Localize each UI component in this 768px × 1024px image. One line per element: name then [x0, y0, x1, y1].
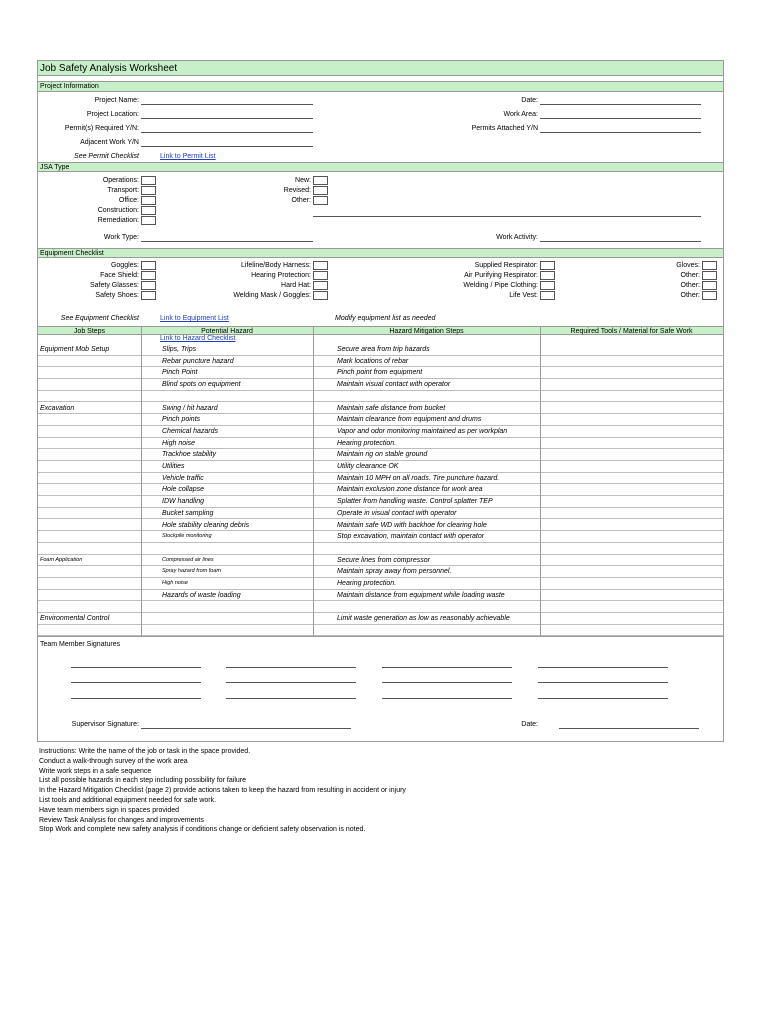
col-header-hazard-mitigation: Hazard Mitigation Steps	[313, 326, 540, 335]
equipment-label: Welding Mask / Goggles:	[233, 292, 311, 299]
potential-hazard-cell[interactable]: Swing / hit hazard	[162, 404, 218, 412]
jsa-status-checkbox[interactable]	[313, 186, 328, 195]
jsa-type-label: Operations:	[102, 177, 139, 184]
mitigation-cell[interactable]: Maintain visual contact with operator	[337, 381, 451, 389]
mitigation-cell[interactable]: Secure area from trip hazards	[337, 346, 430, 353]
section-equipment-checklist: Equipment Checklist	[38, 248, 723, 258]
mitigation-cell[interactable]: Pinch point from equipment	[337, 369, 423, 377]
see-permit-checklist-label: See Permit Checklist	[74, 153, 139, 160]
equipment-label: Welding / Pipe Clothing:	[463, 282, 538, 289]
instruction-line: Review Task Analysis for changes and improvements	[39, 816, 204, 824]
equipment-label: Other:	[680, 272, 700, 279]
instruction-line: Conduct a walk-through survey of the work area	[39, 757, 188, 765]
potential-hazard-cell[interactable]: High noise	[162, 439, 196, 447]
hazard-checklist-link[interactable]: Link to Hazard Checklist	[160, 335, 236, 342]
mitigation-cell[interactable]: Maintain distance from equipment while loading waste	[337, 591, 505, 599]
supervisor-date-label: Date:	[521, 721, 538, 728]
col-header-required-tools: Required Tools / Material for Safe Work	[540, 326, 723, 335]
worksheet-title: Job Safety Analysis Worksheet	[38, 61, 723, 76]
team-signature-line[interactable]	[71, 682, 201, 683]
jsa-type-label: Construction:	[97, 207, 139, 214]
job-step-cell[interactable]: Foam Application	[40, 556, 83, 563]
equipment-checkbox[interactable]	[702, 261, 717, 270]
jsa-status-checkbox[interactable]	[313, 176, 328, 185]
mitigation-cell[interactable]: Vapor and odor monitoring maintained as per workplan	[337, 427, 508, 435]
equipment-label: Hard Hat:	[281, 282, 311, 289]
column-divider	[540, 326, 541, 637]
table-bottom-border	[38, 636, 723, 637]
equipment-checkbox[interactable]	[702, 271, 717, 280]
equipment-label: Hearing Protection:	[251, 272, 311, 279]
equipment-label: Goggles:	[110, 262, 139, 269]
jsa-type-label: Transport:	[107, 187, 139, 194]
project-field-label: Permit(s) Required Y/N:	[64, 125, 139, 132]
col-header-job-steps: Job Steps	[38, 326, 141, 335]
equipment-label: Other:	[680, 282, 700, 289]
mitigation-cell[interactable]: Maintain rig on stable ground	[337, 451, 428, 459]
jsa-other-line[interactable]	[313, 216, 701, 217]
project-field-input[interactable]	[540, 104, 701, 105]
instruction-line: List all possible hazards in each step including possibility for failure	[39, 777, 246, 785]
mitigation-cell[interactable]: Splatter from handling waste. Control splatter TEP	[337, 498, 493, 506]
potential-hazard-cell[interactable]: Stockpile monitoring	[162, 533, 212, 540]
project-field-input[interactable]	[540, 132, 701, 133]
column-divider	[313, 326, 314, 637]
project-field-input[interactable]	[141, 132, 313, 133]
mitigation-cell[interactable]: Maintain 10 MPH on all roads. Tire puncture hazard.	[337, 474, 500, 482]
equipment-checkbox[interactable]	[702, 291, 717, 300]
work-type-field[interactable]	[141, 241, 313, 242]
equipment-checkbox[interactable]	[702, 281, 717, 290]
potential-hazard-cell[interactable]: High noise	[162, 580, 188, 586]
jsa-type-checkbox[interactable]	[141, 206, 156, 215]
team-signature-line[interactable]	[71, 667, 201, 668]
jsa-status-label: New:	[295, 177, 311, 184]
mitigation-cell[interactable]: Maintain clearance from equipment and drums	[337, 416, 482, 424]
mitigation-cell[interactable]: Maintain exclusion zone distance for work area	[337, 486, 483, 494]
potential-hazard-cell[interactable]: Utilities	[162, 463, 185, 470]
mitigation-cell[interactable]: Stop excavation, maintain contact with operator	[337, 533, 485, 541]
job-step-cell[interactable]: Excavation	[40, 404, 75, 412]
supervisor-date-field[interactable]	[559, 728, 699, 729]
potential-hazard-cell[interactable]: Pinch Point	[162, 369, 198, 377]
equipment-checkbox[interactable]	[540, 281, 555, 290]
equipment-list-link[interactable]: Link to Equipment List	[160, 315, 229, 322]
equipment-label: Safety Shoes:	[95, 292, 139, 299]
mitigation-cell[interactable]: Maintain safe WD with backhoe for clearing hole	[337, 521, 487, 529]
instruction-line: Have team members sign in spaces provided	[39, 806, 180, 814]
team-signature-line[interactable]	[382, 667, 512, 668]
team-signature-line[interactable]	[226, 698, 356, 699]
project-field-input[interactable]	[141, 146, 313, 147]
work-activity-field[interactable]	[540, 241, 701, 242]
equipment-label: Safety Glasses:	[89, 282, 139, 289]
project-field-input[interactable]	[141, 104, 313, 105]
team-signature-line[interactable]	[538, 667, 668, 668]
project-field-label: Date:	[521, 97, 538, 104]
job-step-cell[interactable]: Equipment Mob Setup	[40, 346, 110, 353]
equipment-label: Face Shield:	[100, 272, 139, 279]
team-signature-line[interactable]	[382, 682, 512, 683]
potential-hazard-cell[interactable]: Spray hazard from foam	[162, 568, 221, 575]
mitigation-cell[interactable]: Maintain safe distance from bucket	[337, 404, 446, 412]
equipment-checkbox[interactable]	[540, 271, 555, 280]
project-field-label: Adjacent Work Y/N	[80, 139, 139, 146]
potential-hazard-cell[interactable]: Hazards of waste loading	[162, 591, 241, 599]
project-field-label: Project Location:	[86, 111, 139, 118]
equipment-checkbox[interactable]	[141, 271, 156, 280]
mitigation-cell[interactable]: Mark locations of rebar	[337, 357, 409, 365]
project-field-label: Project Name:	[94, 97, 139, 104]
instruction-line: Instructions: Write the name of the job or task in the space provided.	[39, 748, 251, 755]
instruction-line: List tools and additional equipment needed for safe work.	[39, 796, 217, 804]
project-field-label: Work Area:	[503, 111, 538, 118]
team-signature-line[interactable]	[71, 698, 201, 699]
potential-hazard-cell[interactable]: Trackhoe stability	[162, 451, 216, 459]
potential-hazard-cell[interactable]: Rebar puncture hazard	[162, 357, 234, 365]
mitigation-cell[interactable]: Operate in visual contact with operator	[337, 509, 457, 517]
team-signature-line[interactable]	[538, 698, 668, 699]
equipment-checkbox[interactable]	[141, 281, 156, 290]
potential-hazard-cell[interactable]: Bucket sampling	[162, 509, 214, 517]
equipment-checkbox[interactable]	[313, 271, 328, 280]
jsa-status-checkbox[interactable]	[313, 196, 328, 205]
column-divider	[141, 326, 142, 637]
jsa-status-label: Revised:	[283, 187, 311, 194]
jsa-type-checkbox[interactable]	[141, 196, 156, 205]
equipment-label: Gloves:	[676, 262, 700, 269]
potential-hazard-cell[interactable]: Hole collapse	[162, 486, 205, 494]
potential-hazard-cell[interactable]: Hole stability clearing debris	[162, 521, 250, 529]
job-step-cell[interactable]: Environmental Control	[40, 615, 110, 623]
section-project-information: Project Information	[38, 81, 723, 92]
jsa-type-checkbox[interactable]	[141, 216, 156, 225]
section-jsa-type: JSA Type	[38, 162, 723, 172]
jsa-type-label: Remediation:	[97, 217, 139, 224]
potential-hazard-cell[interactable]: Pinch points	[162, 416, 201, 424]
supervisor-signature-field[interactable]	[141, 728, 351, 729]
team-signatures-label: Team Member Signatures	[40, 641, 121, 648]
potential-hazard-cell[interactable]: Chemical hazards	[162, 427, 219, 435]
instruction-line: Write work steps in a safe sequence	[39, 767, 152, 775]
equipment-label: Supplied Respirator:	[474, 262, 538, 269]
equipment-checkbox[interactable]	[313, 281, 328, 290]
jsa-type-checkbox[interactable]	[141, 186, 156, 195]
team-signature-line[interactable]	[226, 667, 356, 668]
modify-equipment-note: Modify equipment list as needed	[335, 315, 436, 322]
work-type-label: Work Type:	[103, 234, 139, 241]
instruction-line: Stop Work and complete new safety analysis if conditions change or deficient safety observation is noted.	[39, 826, 366, 834]
see-equipment-checklist-label: See Equipment Checklist	[60, 315, 139, 322]
mitigation-cell[interactable]: Hearing protection.	[337, 580, 397, 587]
jsa-worksheet	[37, 60, 724, 742]
mitigation-cell[interactable]: Utility clearance OK	[337, 463, 399, 470]
team-signature-line[interactable]	[382, 698, 512, 699]
mitigation-cell[interactable]: Secure lines from compressor	[337, 556, 430, 564]
equipment-label: Lifeline/Body Harness:	[240, 262, 311, 269]
potential-hazard-cell[interactable]: Slips, Trips	[162, 346, 197, 353]
equipment-checkbox[interactable]	[313, 291, 328, 300]
equipment-label: Air Purifying Respirator:	[464, 272, 538, 279]
instruction-line: In the Hazard Mitigation Checklist (page 2) provide actions taken to keep the hazard from resulting in accident or injury	[39, 787, 406, 795]
equipment-checkbox[interactable]	[313, 261, 328, 270]
project-field-label: Permits Attached Y/N	[471, 125, 538, 132]
equipment-checkbox[interactable]	[540, 291, 555, 300]
mitigation-cell[interactable]: Maintain spray away from personnel.	[337, 568, 452, 576]
potential-hazard-cell[interactable]: Vehicle traffic	[162, 474, 204, 482]
team-signature-line[interactable]	[538, 682, 668, 683]
equipment-checkbox[interactable]	[540, 261, 555, 270]
col-header-potential-hazard: Potential Hazard	[141, 326, 313, 335]
potential-hazard-cell[interactable]: Compressed air lines	[162, 556, 214, 563]
permit-list-link[interactable]: Link to Permit List	[160, 153, 216, 160]
equipment-checkbox[interactable]	[141, 291, 156, 300]
mitigation-cell[interactable]: Hearing protection.	[337, 439, 397, 447]
jsa-type-label: Office:	[118, 197, 139, 204]
project-field-input[interactable]	[141, 118, 313, 119]
mitigation-cell[interactable]: Limit waste generation as low as reasonably achievable	[337, 615, 510, 623]
work-activity-label: Work Activity:	[496, 234, 538, 241]
instructions	[39, 747, 406, 835]
jsa-status-label: Other:	[291, 197, 311, 204]
equipment-checkbox[interactable]	[141, 261, 156, 270]
team-signature-line[interactable]	[226, 682, 356, 683]
potential-hazard-cell[interactable]: Blind spots on equipment	[162, 381, 241, 389]
project-field-input[interactable]	[540, 118, 701, 119]
equipment-label: Life Vest:	[509, 292, 538, 299]
equipment-label: Other:	[680, 292, 700, 299]
jsa-type-checkbox[interactable]	[141, 176, 156, 185]
supervisor-signature-label: Supervisor Signature:	[71, 721, 139, 728]
potential-hazard-cell[interactable]: IDW handling	[162, 498, 205, 506]
